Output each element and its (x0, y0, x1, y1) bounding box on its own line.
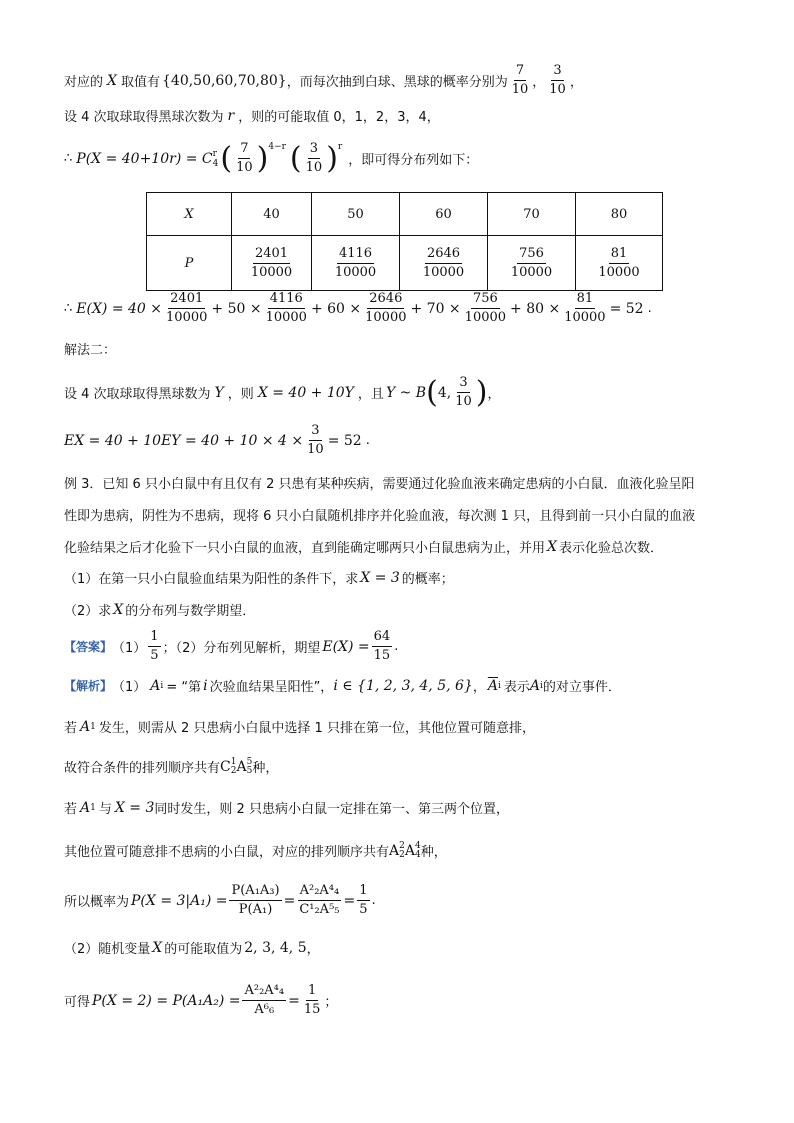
end: ； (324, 995, 338, 1010)
var-y: Y (214, 384, 224, 401)
table-row (147, 236, 663, 291)
fraction: $\frac{3}{10}$ (305, 141, 323, 175)
text: （1） (112, 680, 147, 695)
c-sup: r (212, 148, 217, 159)
fraction: $\frac{\text{A²₂A⁴₄}}{\text{A⁶₆}}$ (244, 983, 285, 1017)
text: 发生，则需从 2 只患病小白鼠中选择 1 只排在第一位，其他位置可随意排， (98, 721, 535, 736)
line-10 (64, 537, 663, 556)
header-x: X (147, 193, 232, 236)
text: 故符合条件的排列顺序共有 (64, 761, 221, 776)
c-sub: 4 (212, 158, 219, 169)
result: = 52 (609, 300, 644, 317)
text: （2）随机变量 (64, 942, 151, 957)
dist: Y ~ B (385, 384, 427, 401)
table-cell: $\frac{81}{10000}$ (576, 236, 663, 291)
prob-lhs: P(X = 3|A₁) = (131, 892, 228, 909)
expectation: E(X) = (322, 638, 370, 655)
perm: A (389, 842, 400, 859)
line-12 (64, 600, 255, 619)
line-7 (64, 422, 370, 459)
values: 2, 3, 4, 5 (244, 939, 307, 956)
text: 的对立事件． (542, 680, 621, 695)
question-1: 的概率； (401, 572, 454, 587)
expr: + 50 × (211, 300, 262, 317)
text: 的可能取值为 (164, 942, 243, 957)
end: . (394, 639, 399, 654)
therefore: ∴ (64, 301, 73, 316)
line-18 (64, 841, 447, 860)
fraction-black: $\frac{3}{10}$ (549, 63, 566, 97)
sup: 2 (399, 840, 405, 851)
text: ，而每次抽到白球、黑球的概率分别为 (286, 75, 508, 90)
sub: 2 (399, 849, 405, 860)
answer-tag: 【答案】 (64, 640, 113, 654)
fraction: $\frac{1}{5}$ (150, 629, 159, 663)
var-x: X (107, 72, 117, 89)
sub: 4 (415, 849, 421, 860)
line-21 (64, 982, 337, 1019)
therefore: ∴ (64, 151, 73, 166)
fraction: $\frac{\text{A²₂A⁴₄}}{\text{C¹₂A⁵₅}}$ (299, 883, 340, 917)
perm: A (236, 758, 247, 775)
question-2: 的分布列与数学期望． (125, 604, 256, 619)
example-text: 化验结果之后才化验下一只小白鼠的血液，直到能确定哪两只小白鼠患病为止，并用 (64, 541, 546, 556)
var-i: i (203, 677, 208, 694)
eq: X = 3 (360, 569, 400, 586)
text: （1） (112, 641, 147, 656)
event-a-bar: $\overline{A}$ (487, 677, 498, 694)
expr: E(X) = 40 × (76, 300, 163, 317)
text: 种， (420, 845, 447, 860)
sub: 1 (90, 802, 96, 813)
fraction: $\frac{3}{10}$ (307, 423, 324, 457)
end: ， (487, 387, 501, 402)
sup: 1 (230, 756, 237, 767)
expectation-line (64, 290, 652, 327)
sub: i (540, 680, 543, 691)
eq: EX = 40 + 10EY = 40 + 10 × 4 × (64, 432, 304, 449)
example-text: 表示化验总次数． (558, 541, 663, 556)
text: 设 4 次取球取得黑球次数为 (64, 110, 224, 125)
text: ，即可得分布列如下： (348, 153, 479, 168)
table-cell: 70 (488, 193, 576, 236)
fraction: $\frac{64}{15}$ (373, 629, 391, 663)
arg: 4, (437, 384, 452, 401)
text: ，且 (357, 387, 384, 402)
table-row (147, 193, 663, 236)
header-p: P (147, 236, 232, 291)
prob-lhs: P(X = 40+10r) = C (76, 150, 213, 167)
table-cell: 40 (232, 193, 312, 236)
sub: 2 (230, 765, 237, 776)
text: 所以概率为 (64, 895, 130, 910)
analysis-line (64, 676, 621, 695)
perm: A (404, 842, 415, 859)
table-cell: 80 (576, 193, 663, 236)
line-3: ∴ P(X = 40+10r) = C r 4 ( $\frac{7}{10}$ ) $^{4-r}$ ( $\frac{3}{10}$ ) $^r$ ，即可得分布列如下： (64, 140, 479, 176)
table-cell: $\frac{2646}{10000}$ (400, 236, 488, 291)
text: ， (472, 680, 486, 695)
line-1 (64, 62, 583, 99)
fraction: $\frac{3}{10}$ (455, 375, 472, 409)
text: 对应的 (64, 75, 104, 90)
event-a: A (80, 718, 91, 735)
line-17 (64, 798, 509, 817)
result: = 52 (327, 432, 362, 449)
table-cell: $\frac{756}{10000}$ (488, 236, 576, 291)
exponent: 4−r (268, 142, 286, 152)
eq: X = 40 + 10Y (257, 384, 354, 401)
var-x: X (152, 939, 163, 956)
method-two: 解法二： (64, 343, 117, 358)
line-8 (64, 473, 694, 492)
event-a: A (150, 677, 161, 694)
line-9 (64, 505, 695, 524)
equals: = (288, 992, 300, 1009)
expr: + 80 × (510, 300, 561, 317)
text: 同时发生，则 2 只患病小白鼠一定排在第一、第三两个位置， (154, 802, 509, 817)
fraction: $\frac{7}{10}$ (236, 141, 253, 175)
answer-line (64, 628, 398, 665)
text: ，则的可能取值 0，1，2，3，4， (238, 110, 440, 125)
end: . (371, 893, 376, 908)
text: 与 (98, 802, 112, 817)
text: 种， (252, 761, 279, 776)
expr: + 70 × (410, 300, 461, 317)
example-text: 性即为患病，阴性为不患病，现将 6 只小白鼠随机排序并化验血液，每次测 1 只，且得到前一只小白鼠的血液 (64, 509, 696, 524)
text: 若 (64, 802, 78, 817)
fraction: $\frac{1}{15}$ (303, 983, 321, 1017)
sub: i (497, 680, 501, 691)
line-5 (64, 339, 116, 358)
exponent: r (337, 142, 343, 152)
line-15 (64, 717, 535, 736)
table-cell: $\frac{2401}{10000}$ (232, 236, 312, 291)
var-x: X (547, 538, 557, 555)
sub: i (160, 680, 164, 691)
equals: = (283, 892, 296, 909)
end: . (647, 301, 652, 316)
equals: = (343, 892, 356, 909)
text: = “第 (166, 680, 202, 695)
sup: 5 (246, 756, 253, 767)
event-a: A (529, 677, 540, 694)
analysis-tag: 【解析】 (64, 679, 113, 693)
text: ；（2）分布列见解析，期望 (162, 641, 321, 656)
event-a: A (80, 799, 91, 816)
end: . (365, 433, 370, 448)
fraction: $\frac{2646}{10000}$ (365, 291, 407, 325)
var-x: X (113, 601, 124, 618)
eq: X = 3 (114, 799, 155, 816)
text: 取值有 (120, 75, 160, 90)
comb: C (220, 758, 231, 775)
line-19 (64, 882, 376, 919)
table-cell: $\frac{4116}{10000}$ (312, 236, 400, 291)
line-6: 设 4 次取球取得黑球数为 Y ，则 X = 40 + 10Y ，且 Y ~ B ( 4, $\frac{3}{10}$ ) ， (64, 374, 501, 410)
sup: 4 (415, 840, 421, 851)
line-16 (64, 757, 278, 776)
line-20 (64, 938, 320, 957)
fraction: $\frac{4116}{10000}$ (265, 291, 307, 325)
text: 若 (64, 721, 78, 736)
sep: ， (532, 75, 546, 90)
fraction-white: $\frac{7}{10}$ (511, 63, 529, 97)
value-set: {40,50,60,70,80} (162, 72, 287, 89)
fraction: $\frac{81}{10000}$ (564, 291, 606, 325)
expr: + 60 × (310, 300, 362, 317)
text: 次验血结果呈阳性”， (209, 680, 334, 695)
prob-lhs: P(X = 2) = P(A₁A₂) = (92, 992, 241, 1009)
sub: 1 (90, 721, 96, 732)
distribution-table (146, 192, 663, 291)
index-set: i ∈ {1, 2, 3, 4, 5, 6} (333, 677, 473, 694)
table-cell: 60 (400, 193, 488, 236)
end: ， (306, 942, 320, 957)
text: ，则 (227, 387, 254, 402)
fraction: $\frac{2401}{10000}$ (166, 291, 208, 325)
sub: 5 (246, 765, 253, 776)
question-2: （2）求 (64, 604, 112, 619)
line-11 (64, 568, 454, 587)
text: 表示 (503, 680, 530, 695)
line-2 (64, 106, 440, 125)
question-1: （1）在第一只小白鼠验血结果为阳性的条件下，求 (64, 572, 359, 587)
end: ， (569, 75, 583, 90)
example-text: 例 3．已知 6 只小白鼠中有且仅有 2 只患有某种疾病，需要通过化验血液来确定患病的小白鼠．血液化验呈阳 (64, 477, 695, 492)
var-r: r (227, 107, 235, 124)
text: 设 4 次取球取得黑球数为 (64, 387, 211, 402)
table-cell: 50 (312, 193, 400, 236)
fraction: $\frac{\text{P(A₁A₃)}}{\text{P(A₁)}}$ (231, 883, 280, 917)
fraction: $\frac{756}{10000}$ (464, 291, 507, 325)
text: 其他位置可随意排不患病的小白鼠，对应的排列顺序共有 (64, 845, 390, 860)
text: 可得 (64, 995, 91, 1010)
fraction: $\frac{1}{5}$ (359, 883, 368, 917)
